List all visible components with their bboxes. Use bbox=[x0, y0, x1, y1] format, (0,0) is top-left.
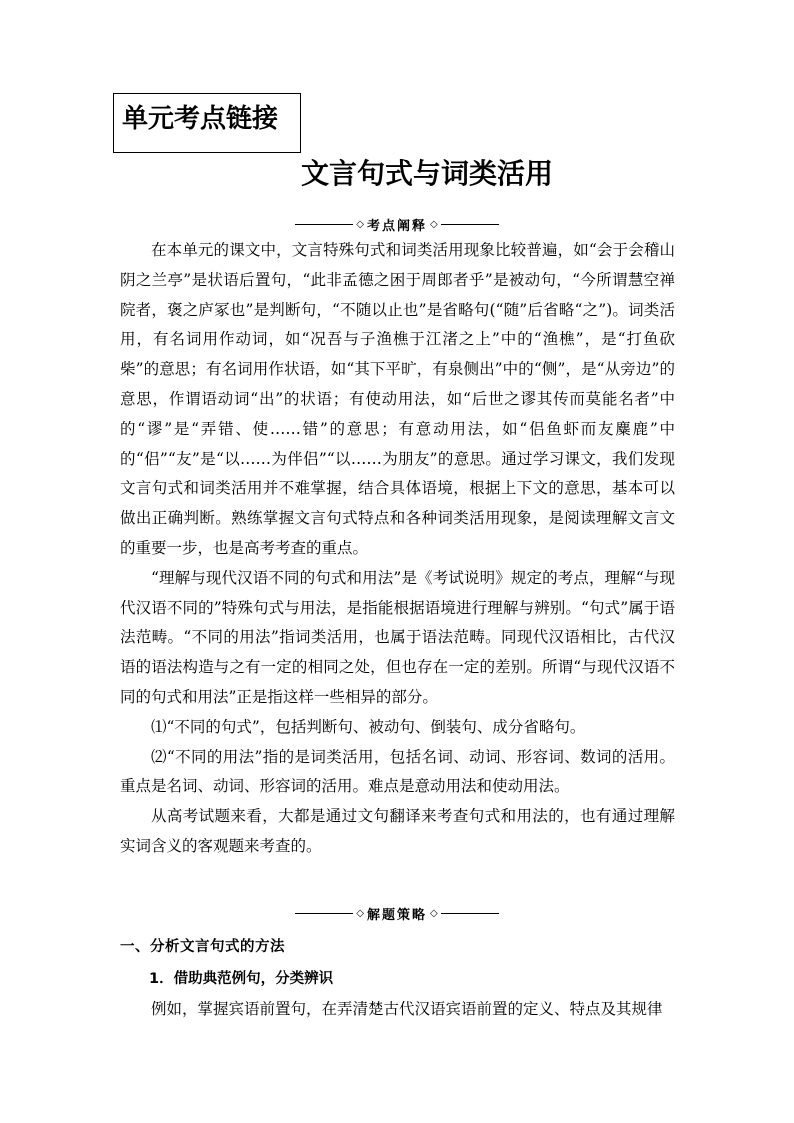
unit-title: 单元考点链接 bbox=[122, 104, 279, 134]
explain-body bbox=[120, 236, 675, 862]
paragraph-4: ⑵“不同的用法”指的是词类活用，包括名词、动词、形容词、数词的活用。重点是名词、动词、形容词的活用。难点是意动用法和使动用法。 bbox=[120, 747, 675, 796]
divider-explain bbox=[0, 213, 794, 235]
diamond-icon: ◇ bbox=[430, 218, 438, 230]
diamond-icon: ◇ bbox=[356, 907, 364, 919]
diamond-icon: ◇ bbox=[430, 907, 438, 919]
paragraph-2: “理解与现代汉语不同的句式和用法”是《考试说明》规定的考点，理解“与现代汉语不同的”特殊句式与用法，是指能根据语境进行理解与辨别。“句式”属于语法范畴。“不同的用法”指词类活用，也属于语法范畴。同现代汉语相比，古代汉语的语法构造与之有一定的相同之处，但也存在一定的差别。所谓“与现代汉语不同的句式和用法”正是指这样一些相异的部分。 bbox=[120, 568, 675, 706]
section-label-explain: 考点阐释 bbox=[366, 218, 427, 234]
main-title: 文言句式与词类活用 bbox=[300, 157, 553, 190]
strategy-paragraph-1: 例如，掌握宾语前置句，在弄清楚古代汉语宾语前置的定义、特点及其规律 bbox=[151, 1000, 663, 1018]
divider-strategy bbox=[0, 902, 794, 924]
strategy-heading-2: 1．借助典范例句，分类辨识 bbox=[149, 971, 334, 987]
paragraph-3: ⑴“不同的句式”，包括判断句、被动句、倒装句、成分省略句。 bbox=[151, 717, 586, 736]
unit-title-box bbox=[113, 93, 301, 153]
paragraph-5: 从高考试题来看，大都是通过文句翻译来考查句式和用法的，也有通过理解实词含义的客观题来考查的。 bbox=[120, 807, 675, 855]
section-label-strategy: 解题策略 bbox=[366, 907, 427, 923]
divider-line-left bbox=[295, 913, 353, 914]
paragraph-1: 在本单元的课文中，文言特殊句式和词类活用现象比较普遍，如“会于会稽山阴之兰亭”是状语后置句，“此非孟德之困于周郎者乎”是被动句，“今所谓慧空禅院者，褒之庐冢也”是判断句，“不随以止也”是省略句(“随”后省略“之”)。词类活用，有名词用作动词，如“况吾与子渔樵于江渚之上”中的“渔樵”，是“打鱼砍柴”的意思；有名词用作状语，如“其下平旷，有泉侧出”中的“侧”，是“从旁边”的意思，作谓语动词“出”的状语；有使动用法，如“后世之谬其传而莫能名者”中的“谬”是“弄错、使……错”的意思；有意动用法，如“侣鱼虾而友麋鹿”中的“侣”“友”是“以……为伴侣”“以……为朋友”的意思。通过学习课文，我们发现文言句式和词类活用并不难掌握，结合具体语境，根据上下文的意思，基本可以做出正确判断。熟练掌握文言句式特点和各种词类活用现象，是阅读理解文言文的重要一步，也是高考考查的重点。 bbox=[120, 241, 675, 557]
diamond-icon: ◇ bbox=[356, 218, 364, 230]
divider-line-left bbox=[295, 224, 353, 225]
strategy-heading-1: 一、分析文言句式的方法 bbox=[120, 939, 285, 955]
divider-line-right bbox=[441, 913, 499, 914]
strategy-body bbox=[120, 930, 675, 1024]
divider-line-right bbox=[441, 224, 499, 225]
